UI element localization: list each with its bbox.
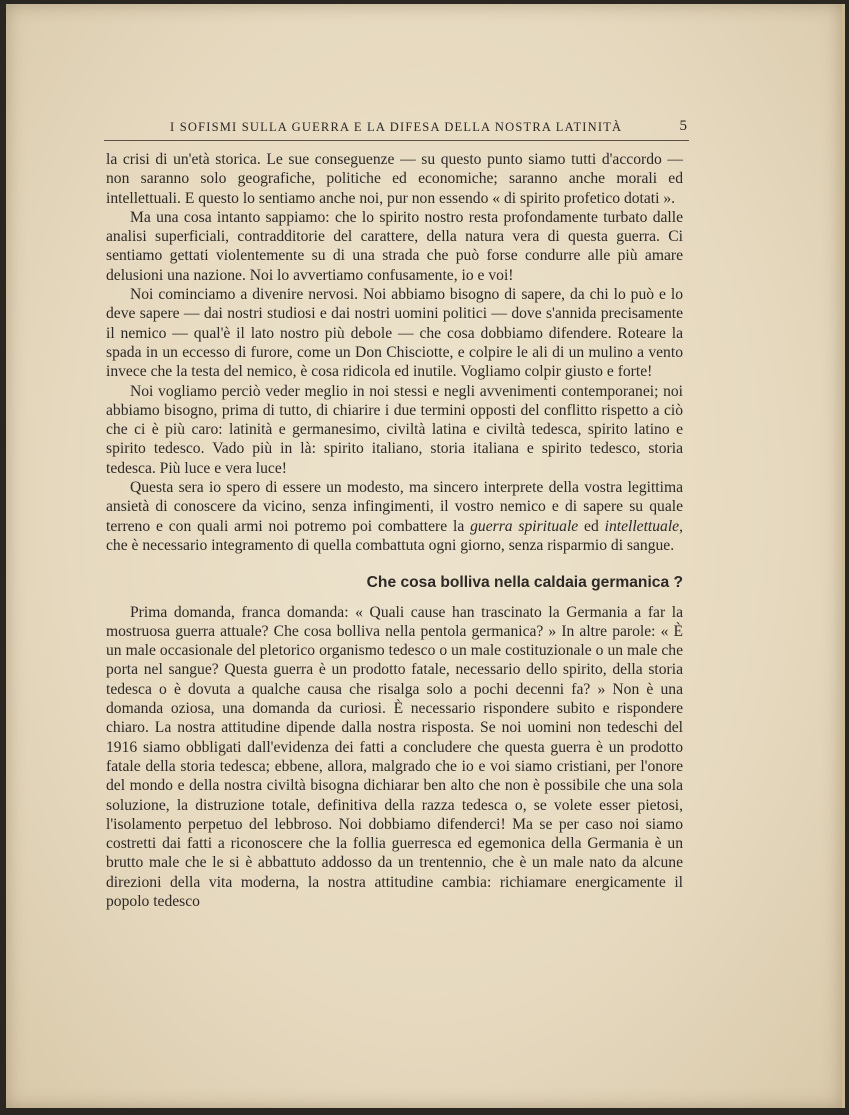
italic-term: intellettuale [604, 517, 680, 535]
page-header [104, 116, 689, 141]
text-run: , che è necessario integramento di quella combattuta ogni giorno, senza risparmio di sangue. [106, 517, 683, 554]
paragraph: Noi vogliamo perciò veder meglio in noi stessi e negli avvenimenti contemporanei; noi abbiamo bisogno, prima di tutto, di chiarire i due termini opposti del conflitto rispetto a ciò che ci è più caro: latinità e germanesimo, civiltà latina e civiltà tedesca, spirito latino e spirito tedesco. Vado più in là: spirito italiano, storia italiana e spirito tedesco, storia tedesca. Più luce e vera luce! [106, 382, 683, 477]
paragraph: Prima domanda, franca domanda: « Quali cause han trascinato la Germania a far la mostruosa guerra attuale? Che cosa bolliva nella pentola germanica? » In altre parole: « È un male occasionale del pletorico organismo tedesco o un male costituzionale o un male che porta nel sangue? Questa guerra è un prodotto fatale, necessario dello spirito, della storia tedesca o è dovuta a qualche causa che risalga solo a pochi decenni fa? » Non è una domanda oziosa, una domanda da curiosi. È necessario rispondere subito e rispondere chiaro. La nostra attitudine dipende dalla nostra risposta. Se noi uomini non tedeschi del 1916 siamo obbligati dall'evidenza dei fatti a concludere che questa guerra è un prodotto fatale della storia tedesca; ebbene, allora, malgrado che io e voi siamo cristiani, per l'onore del mondo e della nostra civiltà bisogna dichiarar ben alto che non è possibile che una sola soluzione, la distruzione totale, definitiva della razza tedesca o, se volete esser pietosi, l'isolamento perpetuo del lebbroso. Noi dobbiamo difenderci! Ma se per caso noi siamo costretti dai fatti a riconoscere che la follia guerresca ed egemonica della Germania è un brutto male che le si è abbattuto addosso da un trentennio, che è un male nato da alcune direzioni della vita moderna, la nostra attitudine cambia: richiamare energicamente il popolo tedesco [106, 603, 683, 910]
paragraph-continued: la crisi di un'età storica. Le sue conseguenze — su questo punto siamo tutti d'accordo — non saranno solo geografiche, politiche ed economiche; saranno anche morali ed intellettuali. E questo lo sentiamo anche noi, pur non essendo « di spirito profetico dotati ». [106, 151, 683, 207]
section-heading: Che cosa bolliva nella caldaia germanica ? [366, 574, 683, 592]
page-body [106, 150, 683, 911]
paragraph: Ma una cosa intanto sappiamo: che lo spirito nostro resta profondamente turbato dalle analisi superficiali, contradditorie del carattere, della natura vera di questa guerra. Ci sentiamo gettati violentemente su di una strada che può forse condurre alle più amare delusioni una nazione. Noi lo avvertiamo confusamente, io e voi! [106, 208, 683, 284]
italic-term: guerra spirituale [470, 517, 579, 535]
text-run: ed [578, 517, 605, 535]
paragraph: Noi cominciamo a divenire nervosi. Noi abbiamo bisogno di sapere, da chi lo può e lo deve sapere — dai nostri studiosi e dai nostri uomini politici — dove s'annida precisamente il nemico — qual'è il lato nostro più debole — che cosa dobbiamo difendere. Roteare la spada in un eccesso di furore, come un Don Chisciotte, e colpire le ali di un mulino a vento invece che la testa del nemico, è cosa ridicola ed inutile. Vogliamo colpir giusto e forte! [106, 286, 683, 381]
text-run: Questa sera io spero di essere un modesto, ma sincero interprete della vostra legittima ansietà di conoscere da vicino, senza infingimenti, il vostro nemico e di sapere su quale terreno e con quali armi noi potremo poi combattere la [106, 479, 683, 535]
paragraph [106, 478, 683, 555]
running-title: I SOFISMI SULLA GUERRA E LA DIFESA DELLA NOSTRA LATINITÀ [170, 120, 623, 134]
page-number: 5 [679, 118, 687, 134]
